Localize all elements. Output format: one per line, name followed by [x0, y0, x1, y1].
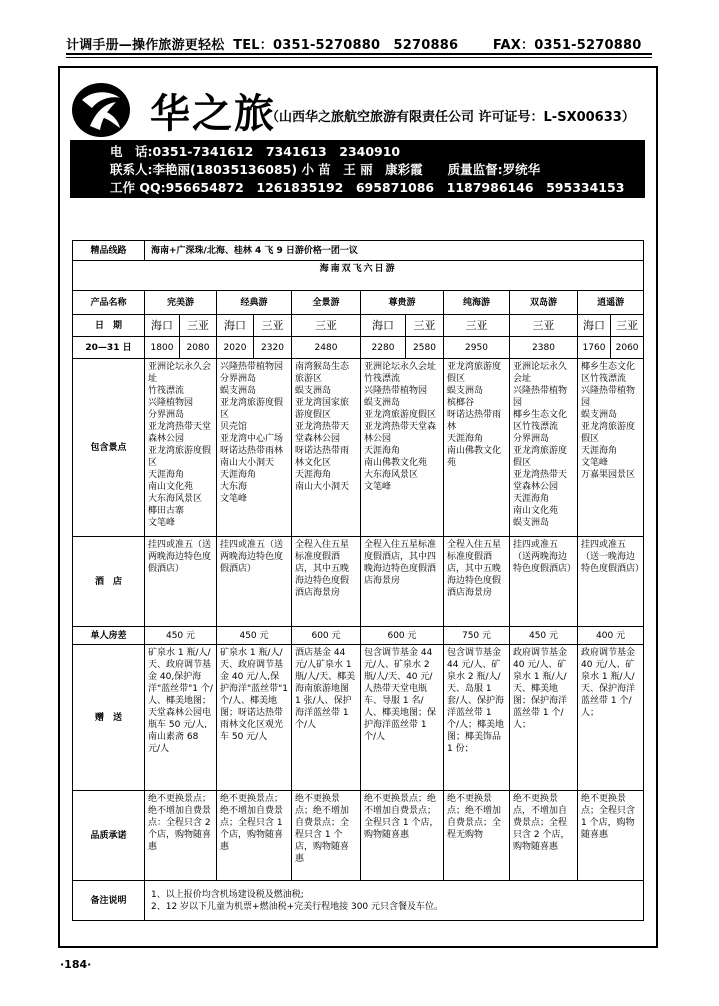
scenic-cell: 南湾猴岛生态旅游区 蜈支洲岛 亚龙湾国家旅游度假区 亚龙湾热带天堂森林公园 呀诺达热带雨林文化区 天涯海角 南山大小洞天: [292, 359, 361, 537]
promise-cell: 绝不更换景点；绝不增加自费景点；全程只含 1 个店，购物随喜惠: [217, 791, 292, 881]
gift-cell: 包含调节基金 44 元/人、矿泉水 2 瓶/人/天、岛服 1 套/人、保护海洋蓝丝带 1 个/人；椰美地图；椰美饰品 1 份；: [444, 645, 510, 791]
date-cell: 三亚: [510, 315, 578, 337]
product-6: 逍遥游: [578, 291, 644, 315]
price-cell: 2080: [180, 337, 217, 359]
hotel-cell: 挂四或准五（送两晚海边特色度假酒店）: [217, 537, 292, 627]
product-4: 纯海游: [444, 291, 510, 315]
single-cell: 400 元: [578, 627, 644, 645]
date-cell: 海口: [217, 315, 254, 337]
gift-cell: 政府调节基金 40 元/人、矿泉水 1 瓶/人/天、保护海洋蓝丝带 1 个/人；: [578, 645, 644, 791]
product-5: 双岛游: [510, 291, 578, 315]
header-slogan: 计调手册—操作旅游更轻松: [66, 38, 225, 53]
notes-cell: [145, 881, 644, 921]
product-0: 完美游: [145, 291, 217, 315]
date-label: 日 期: [73, 315, 145, 337]
tour-title: 海南双飞六日游: [73, 261, 644, 291]
promise-cell: 绝不更换景点；绝不增加自费景点；全程无购物: [444, 791, 510, 881]
contact-people: 联系人:李艳丽(18035136085) 小 苗 王 丽 康彩霞 质量监督:罗统华: [110, 162, 541, 177]
product-2: 全景游: [292, 291, 361, 315]
scenic-cell: 亚洲论坛永久会址 竹筏漂流 兴隆植物园 分界洲岛 亚龙湾热带天堂森林公园 亚龙湾旅游度假区 天涯海角 南山文化苑 大东海风景区 椰田古寨 文笔峰: [145, 359, 217, 537]
gift-cell: 政府调节基金 40 元/人、矿泉水 1 瓶/人/天、椰美地图；保护海洋蓝丝带 1 个/人；: [510, 645, 578, 791]
product-3: 尊贵游: [361, 291, 444, 315]
company-name: （山西华之旅航空旅游有限责任公司 许可证号：L-SX00633）: [266, 110, 635, 125]
gift-cell: 矿泉水 1 瓶/人/天、政府调节基金 40,保护海洋"蓝丝带"1 个/人、椰美地图；天堂森林公园电瓶车 50 元/人,南山素斋 68 元/人: [145, 645, 217, 791]
product-label: 产品名称: [73, 291, 145, 315]
gift-cell: 包含调节基金 44 元/人、矿泉水 2 瓶/人/天、40 元/人热带天堂电瓶车、导服 1 名/人、椰美地图；保护海洋蓝丝带 1 个/人: [361, 645, 444, 791]
date-cell: 三亚: [292, 315, 361, 337]
hotel-cell: 挂四或准五（送两晚海边特色度假酒店）: [510, 537, 578, 627]
single-cell: 450 元: [145, 627, 217, 645]
single-cell: 450 元: [510, 627, 578, 645]
scenic-cell: 椰乡生态文化区竹筏漂流 兴隆热带植物园 蜈支洲岛 亚龙湾旅游度假区 天涯海角 文笔峰 万嘉果园景区: [578, 359, 644, 537]
date-cell: 三亚: [180, 315, 217, 337]
contact-panel: [70, 140, 645, 198]
date-cell: 三亚: [254, 315, 292, 337]
header-fax: FAX：0351-5270880: [492, 38, 642, 53]
single-cell: 600 元: [292, 627, 361, 645]
scenic-cell: 亚洲论坛永久会址 竹筏漂流 兴隆热带植物园 蜈支洲岛 亚龙湾旅游度假区 亚龙湾热带天堂森林公园 天涯海角 南山佛教文化苑 大东海风景区 文笔峰: [361, 359, 444, 537]
single-cell: 600 元: [361, 627, 444, 645]
route-description: 海南+广深珠/北海、桂林 4 飞 9 日游价格一团一议: [145, 241, 644, 261]
header-rule-thin: [66, 57, 652, 58]
promise-label: 品质承诺: [73, 791, 145, 881]
brand-name: 华之旅: [150, 90, 276, 137]
date-cell: 海口: [578, 315, 611, 337]
date-cell: 三亚: [406, 315, 444, 337]
scenic-cell: 亚龙湾旅游度假区 蜈支洲岛 槟榔谷 呀诺达热带雨林 天涯海角 南山佛教文化苑: [444, 359, 510, 537]
header-tel: TEL：0351-5270880 5270886: [233, 38, 459, 53]
hotel-cell: 挂四或准五（送两晚海边特色度假酒店）: [145, 537, 217, 627]
contact-qq: 工作 QQ:956654872 1261835192 695871086 1187986146 595334153: [110, 180, 625, 195]
hotel-cell: 全程入住五星标准度假酒店，其中五晚海边特色度假酒店海景房: [444, 537, 510, 627]
date-cell: 三亚: [611, 315, 644, 337]
gift-cell: 矿泉水 1 瓶/人/天、政府调节基金 40 元/人,保护海洋"蓝丝带"1 个/人、椰美地图；呀诺达热带雨林文化区观光车 50 元/人: [217, 645, 292, 791]
price-cell: 2480: [292, 337, 361, 359]
price-cell: 2320: [254, 337, 292, 359]
price-cell: 2020: [217, 337, 254, 359]
single-label: 单人房差: [73, 627, 145, 645]
notes-label: 备注说明: [73, 881, 145, 921]
promise-cell: 绝不更换景点；绝不增加自费景点；全程只含 1 个店，购物随喜惠: [361, 791, 444, 881]
promise-cell: 绝不更换景点，不增加自费景点；全程只含 2 个店，购物随喜惠: [510, 791, 578, 881]
date-cell: 海口: [145, 315, 180, 337]
date-cell: 海口: [361, 315, 406, 337]
date-cell: 三亚: [444, 315, 510, 337]
company-logo-icon: [70, 78, 132, 140]
period-label: 20—31 日: [73, 337, 145, 359]
scenic-cell: 亚洲论坛永久会址 兴隆热带植物园 椰乡生态文化区竹筏漂流 分界洲岛 亚龙湾旅游度假区 亚龙湾热带天堂森林公园 天涯海角 南山文化苑 蜈支洲岛: [510, 359, 578, 537]
note-line: 1、以上报价均含机场建设税及燃油税;: [151, 889, 304, 900]
single-cell: 450 元: [217, 627, 292, 645]
hotel-cell: 全程入住五星标准度假酒店，其中五晚海边特色度假酒店海景房: [292, 537, 361, 627]
single-cell: 750 元: [444, 627, 510, 645]
route-label: 精品线路: [73, 241, 145, 261]
page-number: ·184·: [60, 958, 92, 971]
hotel-cell: 挂四或准五（送一晚海边特色度假酒店）: [578, 537, 644, 627]
product-1: 经典游: [217, 291, 292, 315]
price-cell: 1800: [145, 337, 180, 359]
gift-cell: 酒店基金 44 元/人矿泉水 1 瓶/人/天、椰美海南旅游地图 1 张/人、保护海洋蓝丝带 1 个/人: [292, 645, 361, 791]
price-cell: 2950: [444, 337, 510, 359]
logo-area: [70, 76, 650, 142]
price-cell: 2380: [510, 337, 578, 359]
price-cell: 1760: [578, 337, 611, 359]
price-cell: 2280: [361, 337, 406, 359]
gift-label: 赠 送: [73, 645, 145, 791]
scenic-label: 包含景点: [73, 359, 145, 537]
price-cell: 2060: [611, 337, 644, 359]
scenic-cell: 兴隆热带植物园 分界洲岛 蜈支洲岛 亚龙湾旅游度假区 贝壳馆 亚龙湾中心广场 呀诺达热带雨林 南山大小洞天 天涯海角 大东海 文笔峰: [217, 359, 292, 537]
promise-cell: 绝不更换景点；绝不增加自费景点；全程只含 1 个店，购物随喜惠: [292, 791, 361, 881]
hotel-label: 酒 店: [73, 537, 145, 627]
tour-table: [72, 240, 644, 921]
hotel-cell: 全程入住五星标准度假酒店，其中四晚海边特色度假酒店海景房: [361, 537, 444, 627]
price-cell: 2580: [406, 337, 444, 359]
promise-cell: 绝不更换景点；全程只含 1 个店，购物随喜惠: [578, 791, 644, 881]
note-line: 2、12 岁以下儿童为机票+燃油税+完美行程地接 300 元只含餐及车位。: [151, 901, 444, 912]
header-rule: [66, 53, 652, 55]
contact-phone: 电 话:0351-7341612 7341613 2340910: [110, 144, 401, 159]
promise-cell: 绝不更换景点；绝不增加自费景点：全程只含 2 个店，购物随喜惠: [145, 791, 217, 881]
